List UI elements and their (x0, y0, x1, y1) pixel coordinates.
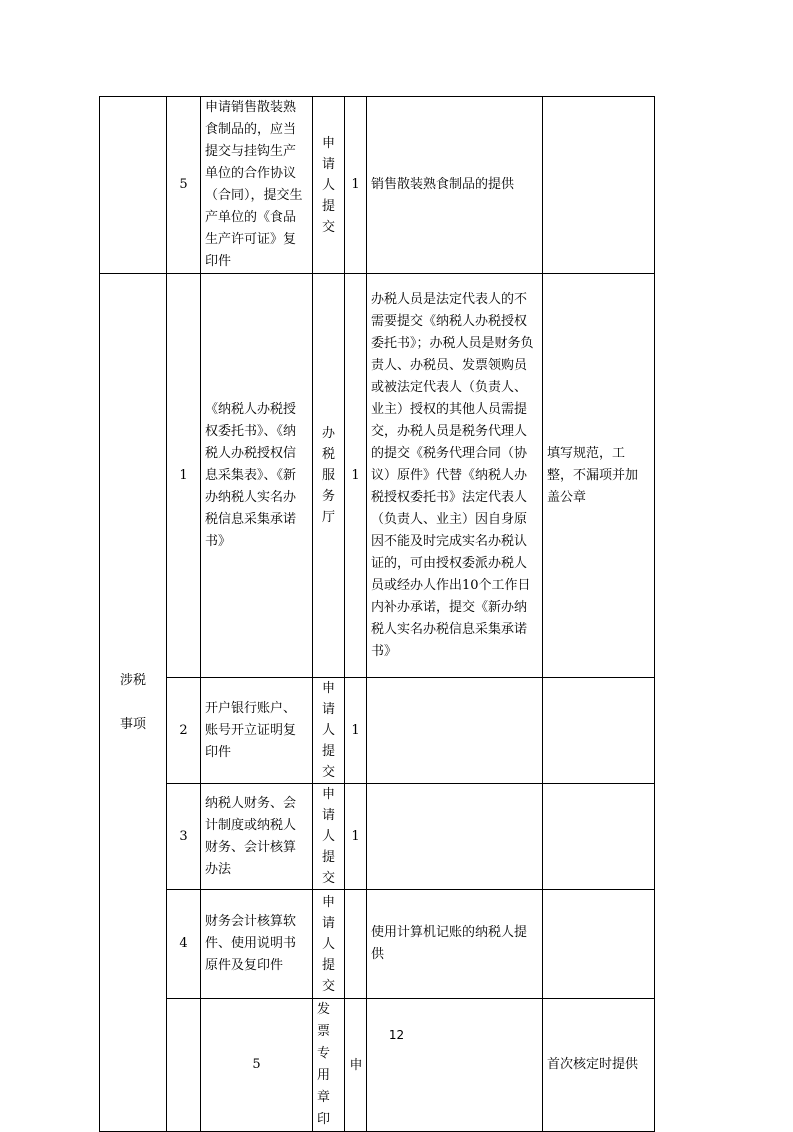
copy-count (367, 999, 543, 1132)
material-note: 办税人员是法定代表人的不需要提交《纳税人办税授权委托书》；办税人员是财务负责人、办税员、发票领购员或被法定代表人（负责人、业主）授权的其他人员需提交，办税人员是税务代理人的提交《税务代理合同（协议）原件》代替《纳税人办税授权委托书》法定代表人（负责人、业主）因自身原因不能及时完成实名办税认证的，可由授权委派办税人员或经办人作出10个工作日内补办承诺，提交《新办纳税人实名办税信息采集承诺书》 (367, 274, 543, 678)
row-number: 2 (167, 678, 201, 784)
row-number: 3 (167, 784, 201, 890)
row-number: 5 (167, 97, 201, 274)
material-note: 销售散装熟食制品的提供 (367, 97, 543, 274)
material-name: 财务会计核算软件、使用说明书原件及复印件 (201, 890, 313, 999)
material-source (345, 999, 367, 1132)
material-name: 发票专用章印 (313, 999, 345, 1132)
material-name: 申请销售散装熟食制品的，应当提交与挂钩生产单位的合作协议（合同），提交生产单位的《食品生产许可证》复印件 (201, 97, 313, 274)
copy-count: 1 (345, 678, 367, 784)
material-name: 《纳税人办税授权委托书》、《纳税人办税授权信息采集表》、《新办纳税人实名办税信息采集承诺书》 (201, 274, 313, 678)
material-requirement (543, 678, 655, 784)
material-requirement: 填写规范，工整，不漏项并加盖公章 (543, 274, 655, 678)
material-requirement (543, 97, 655, 274)
material-requirement (543, 890, 655, 999)
category-cell (100, 274, 167, 1132)
table-row (100, 678, 655, 784)
material-source (313, 890, 345, 999)
material-source-text: 申请人提交 (321, 894, 335, 994)
material-source-text: 申请人提交 (321, 135, 335, 235)
material-source-text: 申请人提交 (321, 681, 335, 780)
copy-count: 1 (345, 274, 367, 678)
table-row (100, 784, 655, 890)
material-note: 首次核定时提供 (543, 999, 655, 1132)
row-number: 4 (167, 890, 201, 999)
row-number: 5 (201, 999, 313, 1132)
table-row (100, 97, 655, 274)
table-row (100, 274, 655, 678)
page-number: 12 (388, 1028, 405, 1042)
category-label-line2: 事项 (119, 716, 146, 732)
table-row (100, 999, 655, 1132)
category-cell-empty (100, 97, 167, 274)
copy-count: 1 (345, 97, 367, 274)
materials-table (99, 96, 655, 1132)
material-source (313, 97, 345, 274)
row-number: 1 (167, 274, 201, 678)
material-source-text: 办税服务厅 (321, 426, 335, 525)
category-cell-empty (167, 999, 201, 1132)
material-source (313, 274, 345, 678)
copy-count: 1 (345, 784, 367, 890)
material-source (313, 784, 345, 890)
category-label-line1: 涉税 (119, 672, 146, 688)
table-row (100, 890, 655, 999)
material-note: 使用计算机记账的纳税人提供 (367, 890, 543, 999)
material-name: 开户银行账户、账号开立证明复印件 (201, 678, 313, 784)
material-source-text: 申 (349, 1057, 363, 1073)
material-requirement (543, 784, 655, 890)
copy-count (345, 890, 367, 999)
material-note (367, 784, 543, 890)
material-source (313, 678, 345, 784)
material-note (367, 678, 543, 784)
material-name: 纳税人财务、会计制度或纳税人财务、会计核算办法 (201, 784, 313, 890)
material-source-text: 申请人提交 (321, 787, 335, 886)
